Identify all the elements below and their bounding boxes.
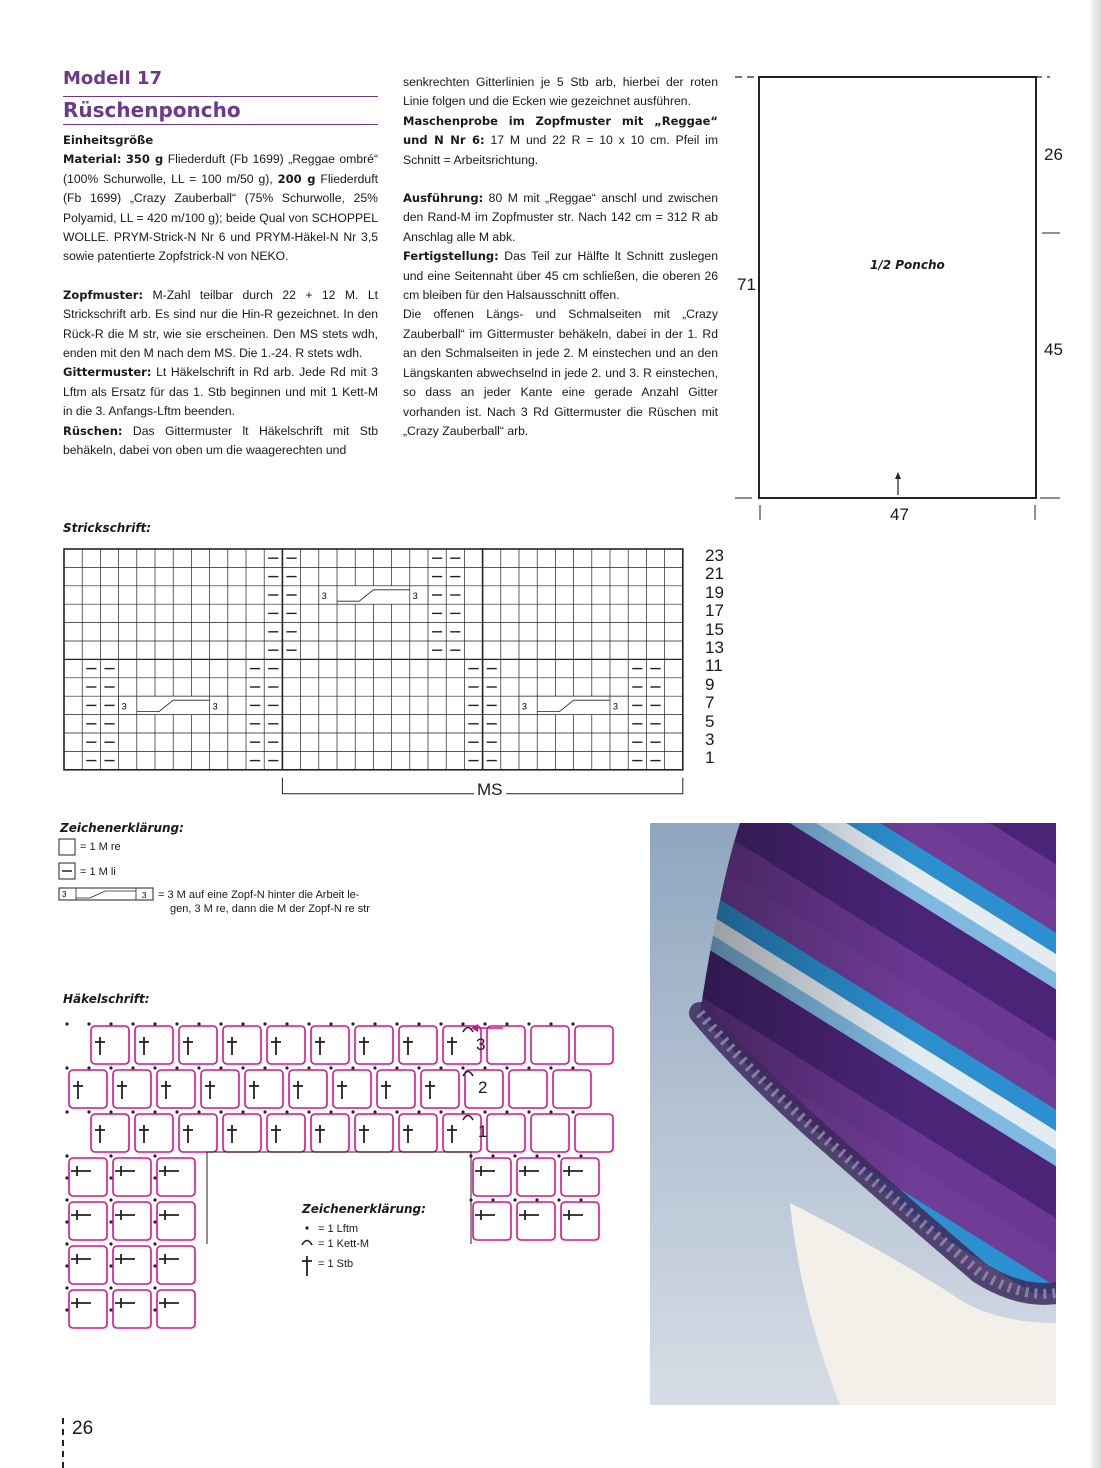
chain-mark [109,1176,112,1179]
fertigstellung-text-2: Die offenen Längs- und Schmalseiten mit „Crazy Zauberball“ im Gittermuster behäkeln, dabei in der 1. Rd an den Schmalseiten in jede 2. M einstechen und an den Längskanten abwechselnd in jede 2. und 3. R einstechen, so dass an jeder Kante eine gerade Anzahl Gitter vorhanden ist. Nach 3 Rd Gittermuster die Rüschen mit „Crazy Zauberball“ arb. [403,307,718,438]
chain-mark [109,1242,112,1245]
chain-mark [307,1066,310,1069]
chain-mark [513,1154,516,1157]
ruffle-outline [575,1026,613,1064]
fertigstellung-text: Das Teil zur Hälfte lt Schnitt zuslegen und eine Seitennaht über 45 cm schließen, die oberen 26 cm bleiben für den Halsausschnitt offen. [403,249,718,303]
chain-mark [513,1198,516,1201]
ruffle-outline [553,1070,591,1108]
material-label: Material: [63,152,122,167]
ruffle-outline [69,1202,107,1240]
chain-mark [131,1110,134,1113]
ruffle-outline [113,1070,151,1108]
chain-mark [109,1154,112,1157]
row-number: 21 [705,564,724,584]
legend-lftm: = 1 Lftm [318,1223,359,1235]
chain-mark [109,1066,112,1069]
ruffle-outline [91,1026,129,1064]
chain-mark [153,1242,156,1245]
ruffle-outline [443,1114,481,1152]
row-number: 5 [705,711,715,731]
page-number: 26 [72,1418,94,1439]
ruffle-outline [91,1114,129,1152]
knit-chart [60,545,740,800]
chain-mark [65,1176,68,1179]
chain-mark [461,1022,464,1025]
chain-mark [175,1066,178,1069]
round-1: 1 [478,1122,488,1141]
row-number: 13 [705,638,724,657]
dim-bottom: 45 [1044,340,1063,359]
dim-total: 71 [737,275,756,294]
material-text-2: Fliederduft (Fb 1699) „Crazy Zauberball“ (75% Schurwolle, 25% Polyamid, LL = 420 m/100 g); beide Qual von SCHOPPEL WOLLE. PRYM-Strick-N Nr 6 und PRYM-Häkel-N Nr 3,5 sowie patentierte Zopfstrick-N von NEKO. [63,171,378,264]
chain-mark [395,1110,398,1113]
maschen-label: Maschenprobe im Zopfmuster mit „Reggae“ und N Nr 6: [403,113,718,148]
material-amount-2: 200 g [277,171,316,186]
chain-mark [65,1154,68,1157]
chain-mark [65,1066,68,1069]
chain-mark [395,1022,398,1025]
crochet-chart-label: Häkelschrift: [63,992,150,1006]
ruffle-outline [113,1290,151,1328]
chain-mark [65,1110,68,1113]
chain-mark [197,1066,200,1069]
chain-mark [439,1066,442,1069]
chain-mark [483,1066,486,1069]
ruffle-outline [421,1070,459,1108]
ruffle-outline [223,1114,261,1152]
page-edge [1089,0,1101,1468]
chain-mark [197,1022,200,1025]
ruffle-outline [113,1202,151,1240]
ruffle-outline [473,1158,511,1196]
row-number: 7 [705,693,715,713]
chain-mark [153,1066,156,1069]
chain-mark [131,1022,134,1025]
ruffle-outline [267,1026,305,1064]
cable-mark [319,586,428,604]
chain-mark [153,1220,156,1223]
ruffle-outline [223,1026,261,1064]
ruffle-outline [509,1070,547,1108]
chain-mark [527,1066,530,1069]
cable-number: 3 [321,591,327,602]
ruffle-outline [487,1026,525,1064]
chain-mark [175,1110,178,1113]
chain-mark [153,1264,156,1267]
chain-mark [505,1066,508,1069]
fertigstellung-label: Fertigstellung: [403,249,499,264]
page-margin-mark [62,1418,66,1468]
ruffle-outline [179,1026,217,1064]
legend-knit-right: = 1 M re [80,841,121,853]
row-number: 19 [705,582,724,602]
cable-number: 3 [613,701,619,712]
chain-mark [351,1022,354,1025]
chain-mark [461,1110,464,1113]
ruffle-outline [575,1114,613,1152]
row-number: 11 [705,656,723,676]
ruffle-outline [399,1114,437,1152]
ruffle-outline [531,1114,569,1152]
chain-mark [65,1220,68,1223]
ruffle-outline [157,1158,195,1196]
ruffle-outline [517,1202,555,1240]
ruffle-outline [487,1114,525,1152]
cable-number: 3 [212,701,218,712]
chain-mark [329,1110,332,1113]
chain-mark [439,1022,442,1025]
chain-mark [263,1022,266,1025]
ruffle-outline [69,1290,107,1328]
legend-stb: = 1 Stb [318,1258,354,1270]
chain-mark [505,1110,508,1113]
chain-mark [153,1110,156,1113]
zopf-text: M-Zahl teilbar durch 22 + 12 M. Lt Strickschrift arb. Es sind nur die Hin-R gezeichnet. In den Rück-R die M str, wie sie erscheinen. Den MS stets wdh, enden mit den M nach dem MS. Die 1.-24. R stets wdh. [63,287,378,361]
chain-mark [491,1154,494,1157]
chain-mark [109,1308,112,1311]
ausfuehrung-text: 80 M mit „Reggae“ anschl und zwischen den Rand-M im Zopfmuster str. Nach 142 cm = 312 R ab Anschlag alle M abk. [403,191,718,244]
ruffle-outline [399,1026,437,1064]
legend-cable-2: gen, 3 M re, dann die M der Zopf-N re str [170,903,370,915]
chain-mark [285,1022,288,1025]
ruffle-outline [113,1246,151,1284]
crochet-legend-title: Zeichenerklärung: [302,1202,426,1216]
zopf-label: Zopfmuster: [63,287,144,302]
chain-mark [329,1066,332,1069]
chain-mark [263,1066,266,1069]
chain-mark [153,1022,156,1025]
ruffle-outline [157,1070,195,1108]
chain-mark [549,1110,552,1113]
ausfuehrung-label: Ausführung: [403,191,484,206]
ruffle-outline [69,1246,107,1284]
chain-mark [87,1110,90,1113]
legend-kett: = 1 Kett-M [318,1238,370,1250]
chain-mark [87,1022,90,1025]
chain-mark [557,1198,560,1201]
legend-cable-1: = 3 M auf eine Zopf-N hinter die Arbeit le- [158,889,360,901]
ruffle-outline [473,1202,511,1240]
title-rule-bottom [63,124,378,125]
chain-mark [505,1022,508,1025]
ruffle-outline [531,1026,569,1064]
row-number: 17 [705,601,724,621]
chain-mark [557,1154,560,1157]
chain-mark [153,1286,156,1289]
chain-mark [351,1110,354,1113]
slip-stitch-mark [463,1116,473,1121]
row-number: 9 [705,674,715,694]
ruffle-outline [289,1070,327,1108]
cable-number: 3 [412,591,418,602]
poncho-schematic [730,68,1070,528]
ruffle-outline [69,1158,107,1196]
chain-mark [109,1110,112,1113]
svg-text:3: 3 [62,890,67,899]
chain-mark [329,1022,332,1025]
chain-mark [263,1110,266,1113]
chain-mark [439,1110,442,1113]
cable-mark [119,696,228,714]
chain-mark [131,1066,134,1069]
chain-mark [285,1066,288,1069]
schematic-label: 1/2 Poncho [870,258,945,272]
chain-mark [549,1066,552,1069]
ruffle-outline [311,1114,349,1152]
chain-mark [417,1022,420,1025]
chain-mark [219,1066,222,1069]
chain-mark [285,1110,288,1113]
gitter-text: Lt Häkelschrift in Rd arb. Jede Rd mit 3 Lftm als Ersatz für das 1. Stb beginnen und mit 1 Kett-M in die 3. Anfangs-Lftm beenden. [63,365,379,419]
instructions-column-2 [403,73,718,441]
knit-chart-label: Strickschrift: [63,521,152,535]
chain-mark [65,1198,68,1201]
ruffle-outline [113,1158,151,1196]
chain-mark [571,1066,574,1069]
legend-knit-left: = 1 M li [80,866,116,878]
chain-mark [109,1264,112,1267]
chain-mark [571,1022,574,1025]
ruffle-outline [135,1026,173,1064]
chain-mark [417,1066,420,1069]
chain-mark [65,1242,68,1245]
ruffle-outline [561,1158,599,1196]
chain-mark [109,1220,112,1223]
chain-mark [65,1022,68,1025]
ruffle-outline [311,1026,349,1064]
ruffle-outline [201,1070,239,1108]
ruffle-outline [377,1070,415,1108]
chain-icon [305,1226,308,1229]
rueschen-text: Das Gittermuster lt Häkelschrift mit Stb behäkeln, dabei von oben um die waagerechten und [63,423,378,458]
ruffle-outline [179,1114,217,1152]
chain-mark [395,1066,398,1069]
knit-legend-title: Zeichenerklärung: [60,821,184,835]
page-title: Rüschenponcho [63,98,241,122]
dim-top: 26 [1044,145,1063,164]
ruffle-outline [355,1026,393,1064]
instructions-column-1 [63,131,378,461]
chain-mark [351,1066,354,1069]
chain-mark [65,1264,68,1267]
cable-mark [519,696,628,714]
chain-mark [535,1198,538,1201]
ruffle-outline [561,1202,599,1240]
chain-mark [373,1066,376,1069]
chain-mark [307,1110,310,1113]
round-3: 3 [476,1035,486,1054]
row-number: 23 [705,546,724,565]
ruffle-outline [333,1070,371,1108]
chain-mark [579,1198,582,1201]
dim-width: 47 [890,505,909,524]
ruffle-outline [517,1158,555,1196]
ruffle-outline [157,1246,195,1284]
row-number: 3 [705,730,715,749]
repeat-label: MS [474,780,506,800]
title-rule-top [63,96,378,97]
chain-mark [109,1286,112,1289]
rueschen-label: Rüschen: [63,423,123,438]
maschen-text: 17 M und 22 R = 10 x 10 cm. Pfeil im Schnitt = Arbeitsrichtung. [403,133,719,167]
chain-mark [65,1286,68,1289]
ruffle-outline [157,1202,195,1240]
chain-mark [373,1110,376,1113]
material-text-1: Fliederduft (Fb 1699) „Reggae ombré“ (100% Schurwolle, LL = 100 m/50 g), [63,152,378,186]
chain-mark [527,1110,530,1113]
chain-mark [535,1154,538,1157]
chain-mark [109,1198,112,1201]
chain-mark [483,1022,486,1025]
chain-mark [491,1198,494,1201]
chain-mark [527,1022,530,1025]
chain-mark [153,1198,156,1201]
chain-mark [307,1022,310,1025]
chain-mark [549,1022,552,1025]
cable-number: 3 [522,701,528,712]
row-number: 1 [705,748,715,768]
svg-text:3: 3 [142,891,147,900]
ruffle-outline [267,1114,305,1152]
ruffle-outline [355,1114,393,1152]
gitter-label: Gittermuster: [63,365,152,380]
chain-mark [219,1110,222,1113]
chain-mark [65,1308,68,1311]
chain-mark [461,1066,464,1069]
material-amount-1: 350 g [125,152,164,167]
ruffle-outline [157,1290,195,1328]
round-2: 2 [478,1078,488,1097]
size-label: Einheitsgröße [63,133,154,147]
ruffle-outline [245,1070,283,1108]
chain-mark [153,1308,156,1311]
row-number: 15 [705,619,724,639]
chain-mark [571,1110,574,1113]
ruffle-outline [69,1070,107,1108]
chain-mark [483,1110,486,1113]
poncho-photo [650,823,1056,1405]
chain-mark [175,1022,178,1025]
chain-mark [153,1154,156,1157]
slip-stitch-icon [302,1241,312,1246]
ruffle-outline [135,1114,173,1152]
chain-mark [153,1176,156,1179]
crochet-chart [55,1010,625,1350]
chain-mark [417,1110,420,1113]
chain-mark [87,1066,90,1069]
chain-mark [241,1110,244,1113]
chain-mark [579,1154,582,1157]
chain-mark [373,1022,376,1025]
chain-mark [241,1066,244,1069]
chain-mark [197,1110,200,1113]
model-number: Modell 17 [63,68,163,89]
rueschen-cont-text: senkrechten Gitterlinien je 5 Stb arb, hierbei der roten Linie folgen und die Ecken wie gezeichnet ausführen. [403,75,718,109]
crochet-legend-symbols [296,1218,318,1280]
chain-mark [109,1022,112,1025]
chain-mark [219,1022,222,1025]
cable-number: 3 [121,701,127,712]
chain-mark [241,1022,244,1025]
